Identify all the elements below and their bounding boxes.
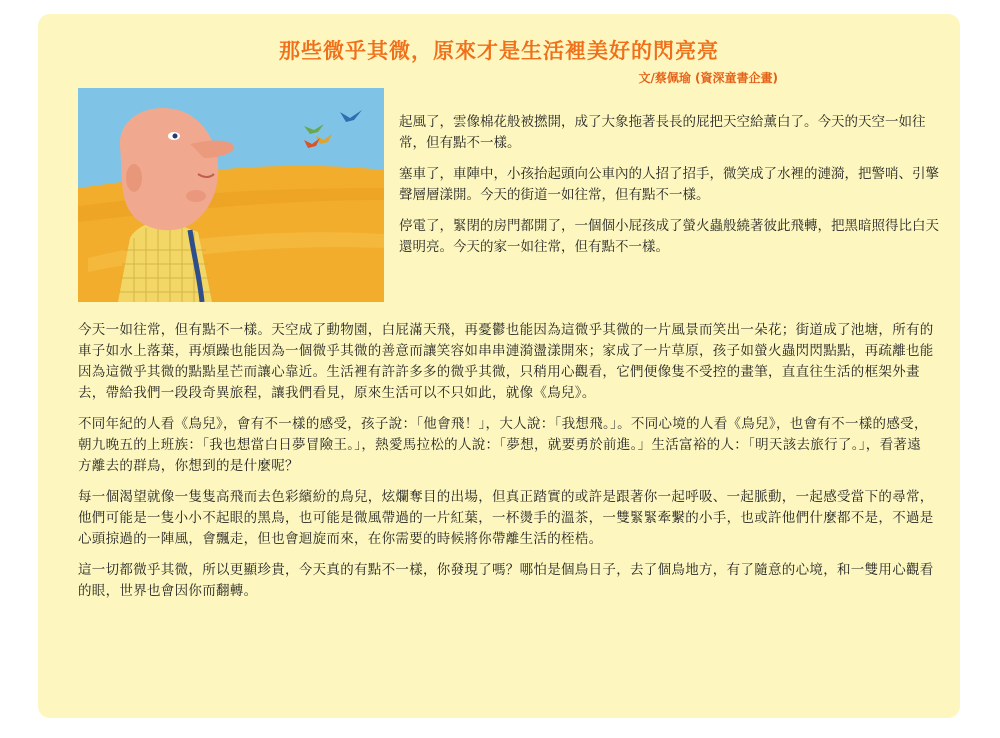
intro-paragraph: 起風了，雲像棉花般被撚開，成了大象拖著長長的屁把天空給薰白了。今天的天空一如往常，但有點不一樣。	[399, 114, 926, 151]
body-paragraph: 每一個渴望就像一隻隻高飛而去色彩繽紛的鳥兒，炫爛奪目的出場，但真正踏實的或許是跟著你一起呼吸、一起脈動，一起感受當下的尋常，他們可能是一隻小小不起眼的黑鳥，也可能是微風帶過的一片紅葉，一杯燙手的溫茶，一雙緊緊牽繫的小手，也或許他們什麼都不是，不過是心頭掠過的一陣風，會飄走，但也會迴旋而來，在你需要的時候將你帶離生活的桎梏。	[78, 489, 934, 547]
intro-section	[399, 112, 939, 268]
illustration-man-watching-birds	[78, 88, 384, 302]
article-card	[38, 14, 960, 718]
article-author: 文/蔡佩瑜 (資深童書企畫)	[638, 71, 778, 85]
article-title: 那些微乎其微，原來才是生活裡美好的閃亮亮	[279, 39, 719, 63]
body-section	[78, 320, 934, 612]
intro-paragraph: 塞車了，車陣中，小孩抬起頭向公車內的人招了招手，微笑成了水裡的漣漪，把警哨、引擎聲層層漾開。今天的街道一如往常，但有點不一樣。	[399, 166, 939, 203]
body-paragraph: 今天一如往常，但有點不一樣。天空成了動物園，白屁滿天飛，再憂鬱也能因為這微乎其微的一片風景而笑出一朵花；街道成了池塘，所有的車子如水上落葉，再煩躁也能因為一個微乎其微的善意而讓笑容如串串漣漪盪漾開來；家成了一片草原，孩子如螢火蟲閃閃點點，再疏離也能因為這微乎其微的點點星芒而讓心靠近。生活裡有許許多多的微乎其微，只稍用心觀看，它們便像隻不受控的畫筆，直直往生活的框架外畫去，帶給我們一段段奇異旅程，讓我們看見，原來生活可以不只如此，就像《鳥兒》。	[78, 322, 934, 401]
body-paragraph: 不同年紀的人看《鳥兒》，會有不一樣的感受，孩子說：「他會飛！」，大人說：「我想飛。」。不同心境的人看《鳥兒》，也會有不一樣的感受，朝九晚五的上班族：「我也想當白日夢冒險王。」，熱愛馬拉松的人說：「夢想，就要勇於前進。」生活富裕的人：「明天該去旅行了。」，看著遠方離去的群鳥，你想到的是什麼呢？	[78, 416, 928, 474]
body-paragraph: 這一切都微乎其微，所以更顯珍貴，今天真的有點不一樣，你發現了嗎？哪怕是個鳥日子，去了個鳥地方，有了隨意的心境，和一雙用心觀看的眼，世界也會因你而翻轉。	[78, 562, 934, 599]
intro-paragraph: 停電了，緊閉的房門都開了，一個個小屁孩成了螢火蟲般繞著彼此飛轉，把黑暗照得比白天還明亮。今天的家一如往常，但有點不一樣。	[399, 218, 939, 255]
